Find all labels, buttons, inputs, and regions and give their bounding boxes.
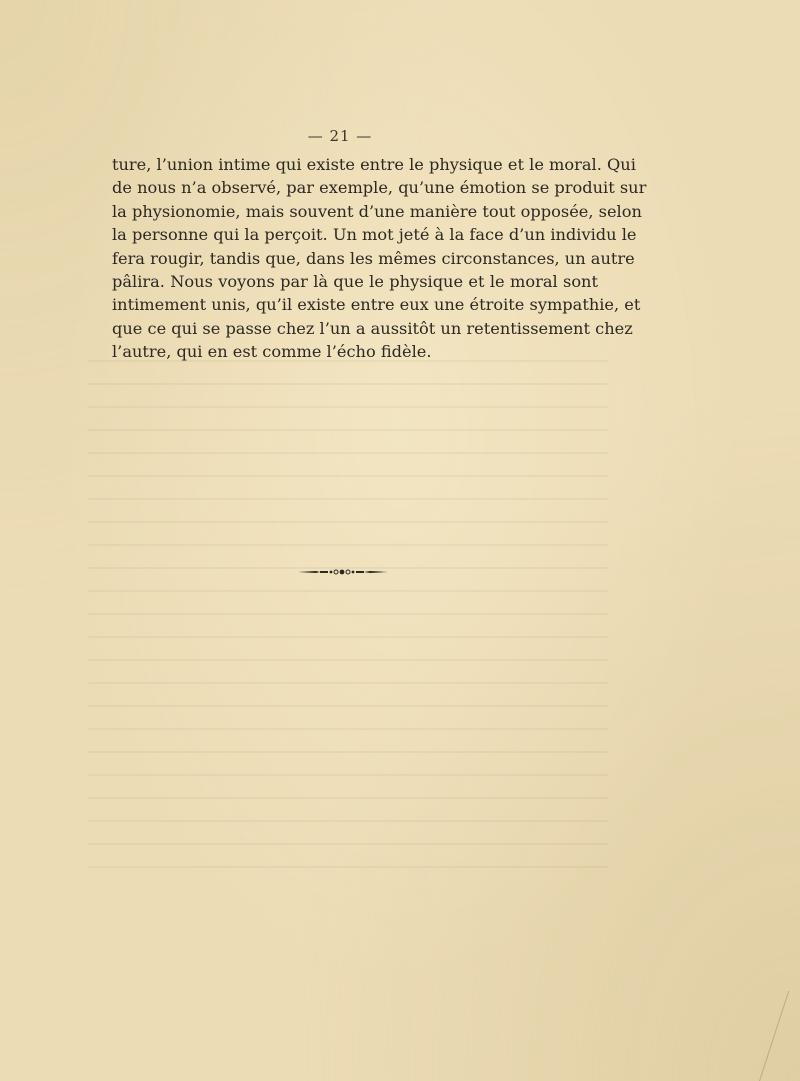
page-fold-crease xyxy=(759,991,800,1081)
show-through-text xyxy=(88,360,608,880)
text-line: que ce qui se passe chez l’un a aussitôt un retentissement chez xyxy=(112,318,633,338)
text-line: intimement unis, qu’il existe entre eux une étroite sympathie, et xyxy=(112,295,641,315)
page-number: — 21 — xyxy=(307,127,373,145)
text-line: ture, l’union intime qui existe entre le physique et le moral. Qui xyxy=(112,155,636,174)
end-of-section-ornament-icon xyxy=(298,568,388,576)
body-paragraph xyxy=(112,153,647,364)
text-line: la personne qui la perçoit. Un mot jeté à la face d’un individu le xyxy=(112,225,637,245)
text-line: la physionomie, mais souvent d’une manière tout opposée, selon xyxy=(112,201,642,221)
text-line: fera rougir, tandis que, dans les mêmes circonstances, un autre xyxy=(112,248,635,268)
text-line: l’autre, qui en est comme l’écho fidèle. xyxy=(112,342,432,362)
text-line: de nous n’a observé, par exemple, qu’une émotion se produit sur xyxy=(112,178,647,198)
text-line: pâlira. Nous voyons par là que le physique et le moral sont xyxy=(112,272,598,292)
